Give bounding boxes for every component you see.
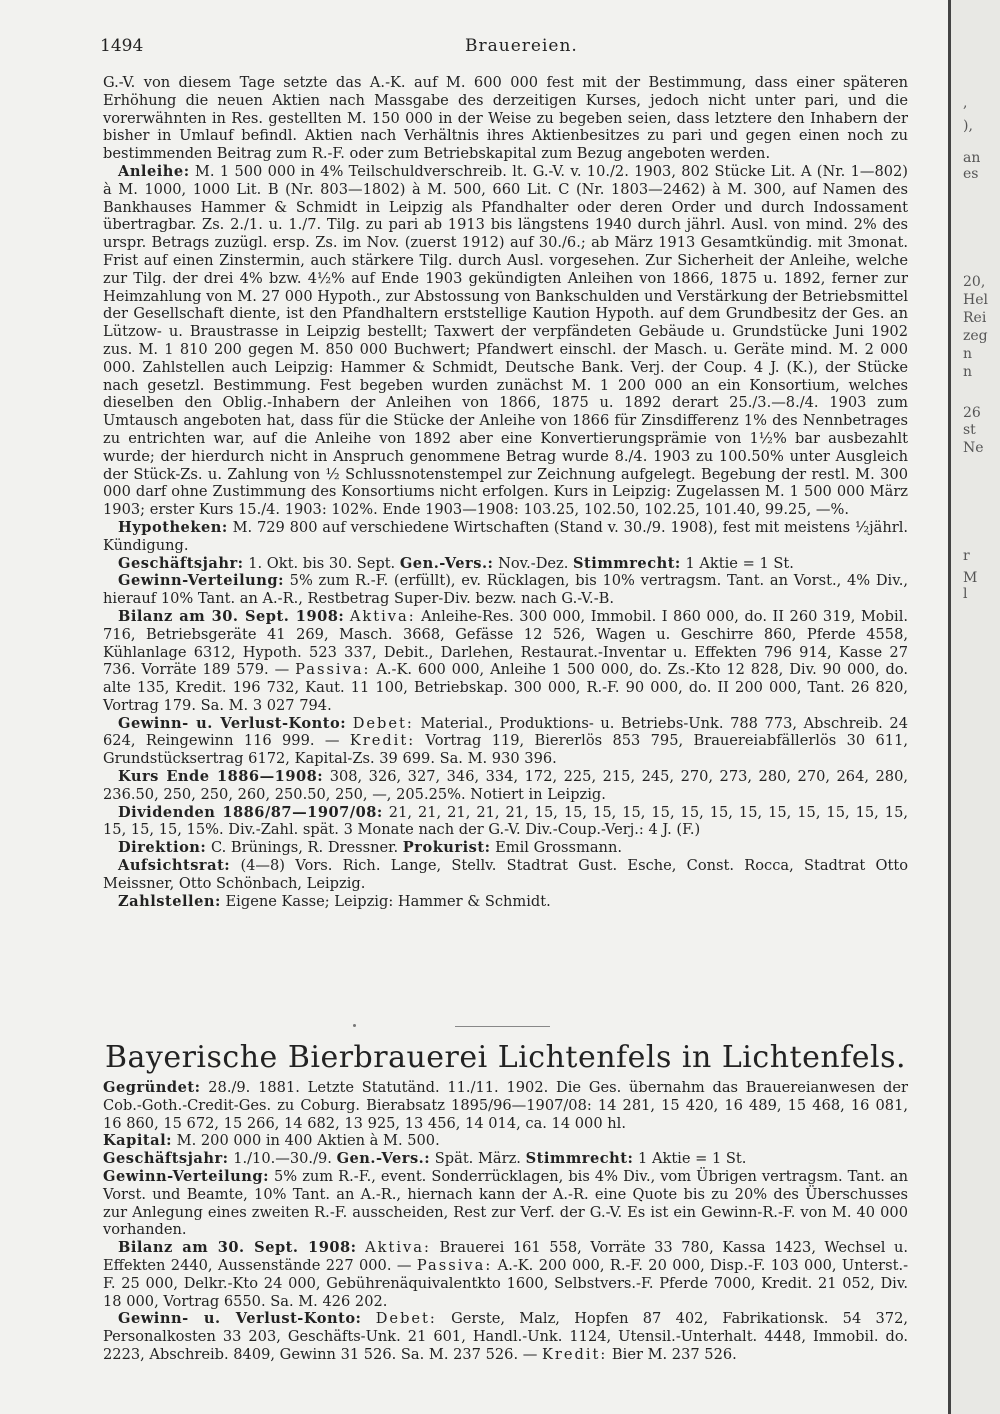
- margin-fragment: 26: [963, 405, 981, 421]
- gewinn-verlust-paragraph: [103, 1310, 908, 1363]
- entry-text: 1 Aktie = 1 St.: [638, 1150, 747, 1168]
- entry-label: Gewinn-Verteilung:: [118, 572, 284, 590]
- margin-fragment: Hel: [963, 292, 988, 308]
- entry-label: Zahlstellen:: [118, 892, 221, 910]
- margin-fragment: l: [963, 586, 968, 602]
- entry-label: Aufsichtsrat:: [118, 857, 231, 875]
- entry-label: Gen.-Vers.:: [399, 554, 494, 572]
- margin-fragment: es: [963, 166, 979, 182]
- entry-text: A.-K. 600 000, Anleihe 1 500 000, do. Zs.-Kto 12 828, Div. 90 000, do. alte 135, Kredit. 196 732, Kaut. 11 100, Betriebskap. 300 000, R.-F. 90 000, do. II 200 000, Tant. 26 820, Vortrag 179. Sa. M. 3 027 794.: [103, 661, 908, 714]
- entry-label: Direktion:: [118, 839, 207, 857]
- entry-label: Dividenden 1886/87—1907/08:: [118, 803, 383, 821]
- separator-dot: [353, 1024, 356, 1027]
- margin-fragment: 20,: [963, 274, 986, 290]
- entry-label: Hypotheken:: [118, 518, 228, 536]
- entry-text: 5% zum R.-F., event. Sonderrücklagen, bis 4% Div., vom Übrigen vertragsm. Tant. an Vorst. und Beamte, 10% Tant. an A.-R., hiernach kann der A.-R. eine Quote bis zu 20% des Überschusses zur Anlegung eines zweiten R.-F. ausscheiden, Rest zur Verf. der G.-V. Es ist ein Gewinn-R.-F. von M. 40 000 vorhanden.: [103, 1167, 908, 1239]
- entry-text: Anleihe-Res. 300 000, Immobil. I 860 000, do. II 260 319, Mobil. 716, Betriebsgeräte 41 269, Masch. 3668, Gefässe 12 526, Wagen u. Geschirre 860, Pferde 4558, Kühlanlage 6312, Hypoth. 523 337, Debit., Darlehen, Restaurat.-Inventar u. Effekten 796 914, Kasse 27 736. Vorräte 189 579. —: [103, 607, 908, 679]
- aktiva-label: Aktiva:: [349, 607, 416, 625]
- company-heading: Bayerische Bierbrauerei Lichtenfels in Lichtenfels.: [104, 1040, 907, 1075]
- entry-label: Gewinn- u. Verlust-Konto:: [118, 1310, 362, 1328]
- bilanz-paragraph: [103, 1239, 908, 1310]
- margin-fragment: n: [963, 364, 973, 380]
- entry-text: 28./9. 1881. Letzte Statutänd. 11./11. 1902. Die Ges. übernahm das Brauereianwesen der Cob.-Goth.-Credit-Ges. zu Coburg. Bierabsatz 1895/96—1907/08: 14 281, 15 420, 16 489, 15 468, 16 081, 16 860, 15 672, 15 266, 14 682, 13 925, 13 456, 14 014, ca. 14 000 hl.: [103, 1079, 908, 1132]
- entry-text: 1 Aktie = 1 St.: [685, 554, 794, 572]
- entry-text: 21, 21, 21, 21, 21, 15, 15, 15, 15, 15, 15, 15, 15, 15, 15, 15, 15, 15, 15, 15, 15, 15%. Div.-Zahl. spät. 3 Monate nach der G.-V. Div.-Coup.-Verj.: 4 J. (F.): [103, 803, 908, 839]
- kapital-paragraph: [103, 1132, 908, 1150]
- gewinn-verlust-paragraph: [103, 715, 908, 768]
- entry-label: Geschäftsjahr:: [103, 1150, 229, 1168]
- entry-text: Vortrag 119, Biererlös 853 795, Brauereiabfällerlös 30 611, Grundstücksertrag 6172, Kapital-Zs. 39 699. Sa. M. 930 396.: [103, 732, 909, 768]
- gewinn-verteilung-paragraph: [103, 572, 908, 608]
- entry-text: (4—8) Vors. Rich. Lange, Stellv. Stadtrat Gust. Esche, Const. Rocca, Stadtrat Otto Meissner, Otto Schönbach, Leipzig.: [103, 857, 909, 892]
- kredit-label: Kredit:: [541, 1345, 608, 1363]
- passiva-label: Passiva:: [295, 661, 371, 679]
- bilanz-paragraph: [103, 608, 908, 715]
- entry-label: Kurs Ende 1886—1908:: [118, 768, 324, 786]
- entry-text: 1./10.—30./9.: [233, 1150, 332, 1168]
- margin-fragment: ),: [963, 118, 973, 134]
- entry-text: Eigene Kasse; Leipzig: Hammer & Schmidt.: [225, 892, 551, 910]
- entry-label: Anleihe:: [118, 162, 190, 180]
- margin-fragment: M: [963, 570, 978, 586]
- entry-text: Emil Grossmann.: [495, 839, 622, 857]
- debet-label: Debet:: [375, 1310, 437, 1328]
- second-company-text: [103, 1079, 908, 1364]
- entry-label: Bilanz am 30. Sept. 1908:: [118, 1239, 357, 1257]
- passiva-label: Passiva:: [416, 1256, 493, 1274]
- aufsichtsrat-paragraph: [103, 857, 908, 893]
- adjacent-page-strip: [951, 0, 1000, 1414]
- entry-text: Brauerei 161 558, Vorräte 33 780, Kassa 1423, Wechsel u. Effekten 2440, Aussenstände 227 000. —: [103, 1239, 908, 1274]
- kredit-label: Kredit:: [349, 732, 416, 750]
- entry-label: Kapital:: [103, 1132, 173, 1150]
- gegruendet-paragraph: [103, 1079, 908, 1132]
- margin-fragment: r: [963, 548, 970, 564]
- margin-fragment: an: [963, 150, 981, 166]
- margin-fragment: st: [963, 422, 976, 438]
- entry-text: Bier M. 237 526.: [611, 1345, 737, 1363]
- entry-label: Stimmrecht:: [573, 554, 681, 572]
- anleihe-paragraph: [103, 163, 908, 519]
- entry-label: Gegründet:: [103, 1079, 201, 1096]
- entry-label: Bilanz am 30. Sept. 1908:: [118, 607, 345, 625]
- entry-label: Gewinn- u. Verlust-Konto:: [118, 714, 347, 732]
- geschaeftsjahr-paragraph: [103, 555, 908, 573]
- entry-text: 308, 326, 327, 346, 334, 172, 225, 215, 245, 270, 273, 280, 270, 264, 280, 236.50, 250, 250, 260, 250.50, 250, —, 205.25%. Notiert in Leipzig.: [103, 768, 908, 803]
- entry-text: Material., Produktions- u. Betriebs-Unk. 788 773, Abschreib. 24 624, Reingewinn 116 999. —: [103, 714, 908, 750]
- margin-fragment: n: [963, 346, 973, 362]
- entry-text: Spät. März.: [434, 1150, 521, 1168]
- direktion-paragraph: [103, 839, 908, 857]
- geschaeftsjahr-paragraph: [103, 1150, 908, 1168]
- margin-fragment: ,: [963, 95, 968, 111]
- entry-label: Geschäftsjahr:: [118, 554, 244, 572]
- entry-label: Gewinn-Verteilung:: [103, 1167, 269, 1185]
- debet-label: Debet:: [352, 714, 414, 732]
- margin-fragment: zeg: [963, 328, 988, 344]
- entry-text: M. 729 800 auf verschiedene Wirtschaften (Stand v. 30./9. 1908), fest mit meistens ½jährl. Kündigung.: [103, 518, 908, 554]
- section-separator: [455, 1026, 550, 1027]
- section-title: Brauereien.: [465, 36, 578, 56]
- entry-label: Prokurist:: [402, 839, 491, 857]
- entry-text: 1. Okt. bis 30. Sept.: [248, 554, 396, 572]
- entry-text: A.-K. 200 000, R.-F. 20 000, Disp.-F. 103 000, Unterst.-F. 25 000, Delkr.-Kto 24 000, Gebührenäquivalentkto 1600, Selbstvers.-F. Pferde 7000, Kredit. 21 052, Div. 18 000, Vortrag 6550. Sa. M. 426 202.: [103, 1256, 909, 1310]
- entry-text: M. 1 500 000 in 4% Teilschuldverschreib. lt. G.-V. v. 10./2. 1903, 802 Stücke Lit. A (Nr. 1—802) à M. 1000, 1000 Lit. B (Nr. 803—1802) à M. 500, 660 Lit. C (Nr. 1803—2462) à M. 300, auf Namen des Bankhauses Hammer & Schmidt in Leipzig als Pfandhalter oder deren Order und durch Indossament übertragbar. Zs. 2./1. u. 1./7. Tilg. zu pari ab 1913 bis längstens 1940 durch jährl. Ausl. von mind. 2% des urspr. Betrags zuzügl. ersp. Zs. im Nov. (zuerst 1912) auf 30./6.; ab März 1913 Gesamtkündig. mit 3monat. Frist auf einen Zinstermin, auch stärkere Tilg. durch Ausl. vorgesehen. Zur Sicherheit der Anleihe, welche zur Tilg. der drei 4% bzw. 4½% auf Ende 1903 gekündigten Anleihen von 1866, 1875 u. 1892, ferner zur Heimzahlung von M. 27 000 Hypoth., zur Abstossung von Bankschulden und Verstärkung der Betriebsmittel der Gesellschaft diente, ist den Pfandhaltern erststellige Kaution Hypoth. auf dem Grundbesitz der Ges. an Lützow- u. Braustrasse in Leipzig bestellt; Taxwert der verpfändeten Gebäude u. Grundstücke Juni 1902 zus. M. 1 810 200 gegen M. 850 000 Buchwert; Pfandwert einschl. der Masch. u. Geräte mind. M. 2 000 000. Zahlstellen auch Leipzig: Hammer & Schmidt, Deutsche Bank. Verj. der Coup. 4 J. (K.), der Stücke nach gesetzl. Bestimmung. Fest begeben wurden zunächst M. 1 200 000 an ein Konsortium, welches dieselben den Oblig.-Inhabern der Anleihen von 1866, 1875 u. 1892 derart 25./3.—8./4. 1903 zum Umtausch angeboten hat, dass für die Stücke der Anleihe von 1866 für Zinsdifferenz 1% des Nennbetrages zu entrichten war, auf die Anleihe von 1892 aber eine Konvertierungsprämie von 1½% bar ausbezahlt wurde; der hierdurch nicht in Anspruch genommene Betrag wurde 8./4. 1903 zu 100.50% unter Ausgleich der Stück-Zs. u. Zahlung von ½ Schlussnotenstempel zur Zeichnung aufgelegt. Begebung der restl. M. 300 000 darf ohne Zustimmung des Konsortiums nicht erfolgen. Kurs in Leipzig: Zugelassen M. 1 500 000 März 1903; erster Kurs 15./4. 1903: 102%. Ende 1903—1908: 103.25, 102.50, 102.25, 101.40, 99.25, —%.: [103, 162, 908, 519]
- aktiva-label: Aktiva:: [365, 1239, 431, 1257]
- entry-label: Stimmrecht:: [525, 1150, 634, 1168]
- entry-text: 5% zum R.-F. (erfüllt), ev. Rücklagen, bis 10% vertragsm. Tant. an Vorst., 4% Div., hierauf 10% Tant. an A.-R., Restbetrag Super-Div. bezw. nach G.-V.-B.: [103, 572, 909, 608]
- entry-text: C. Brünings, R. Dressner.: [210, 839, 399, 857]
- page-number: 1494: [100, 36, 144, 56]
- dividenden-paragraph: [103, 804, 908, 840]
- kurs-paragraph: [103, 768, 908, 804]
- first-company-text: [103, 74, 908, 910]
- capital-paragraph: G.-V. von diesem Tage setzte das A.-K. auf M. 600 000 fest mit der Bestimmung, dass einer späteren Erhöhung die neuen Aktien nach Massgabe des derzeitigen Kurses, jedoch nicht unter pari, und die vorerwähnten in Res. gestellten M. 150 000 in der Weise zu begeben seien, dass letztere den Inhabern der bisher in Umlauf befindl. Aktien nach Verhältnis ihres Aktienbesitzes zu pari und gegen einen noch zu bestimmenden Beitrag zum R.-F. oder zum Betriebskapital zum Bezug angeboten werden.: [103, 74, 908, 163]
- hypotheken-paragraph: [103, 519, 908, 555]
- gewinn-verteilung-paragraph: [103, 1168, 908, 1239]
- entry-text: M. 200 000 in 400 Aktien à M. 500.: [176, 1132, 440, 1150]
- margin-fragment: Ne: [963, 440, 984, 456]
- margin-fragment: Rei: [963, 310, 987, 326]
- entry-label: Gen.-Vers.:: [336, 1150, 431, 1168]
- entry-text: Gerste, Malz, Hopfen 87 402, Fabrikationsk. 54 372, Personalkosten 33 203, Geschäfts-Unk. 21 601, Handl.-Unk. 1124, Utensil.-Unterhalt. 4448, Immobil. do. 2223, Abschreib. 8409, Gewinn 31 526. Sa. M. 237 526. —: [103, 1310, 909, 1363]
- entry-text: Nov.-Dez.: [498, 554, 569, 572]
- zahlstellen-paragraph: [103, 893, 908, 911]
